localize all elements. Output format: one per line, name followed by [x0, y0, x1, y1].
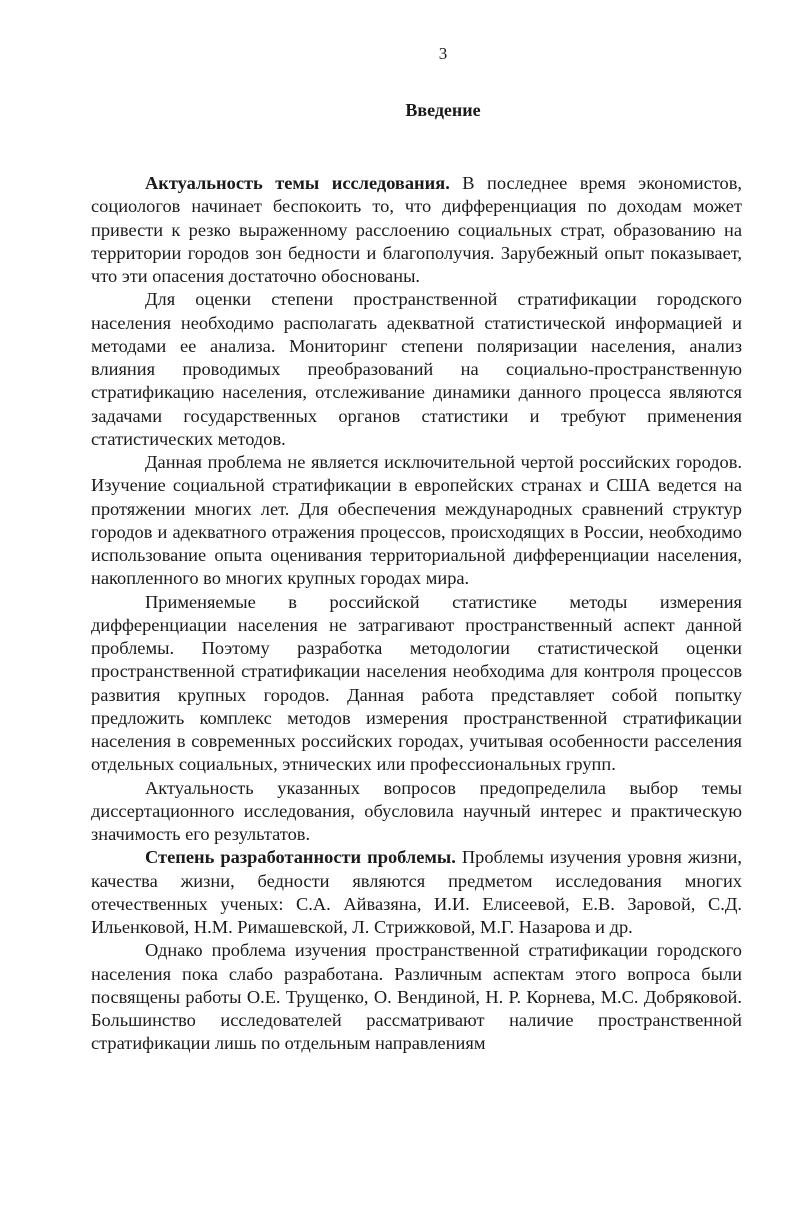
paragraph-text: Данная проблема не является исключительной чертой российских городов. Изучение социальной стратификации в европейских странах и США ведется на протяжении многих лет. Для обеспечения международных сравнений структур городов и адекватного отражения процессов, происходящих в России, необходимо использование опыта оценивания территориальной дифференциации населения, накопленного во многих крупных городах мира. — [91, 452, 742, 589]
paragraph-lead: Степень разработанности проблемы. — [145, 847, 456, 868]
paragraph-assessment — [91, 288, 742, 451]
paragraph-methods — [91, 591, 742, 777]
paragraph-international — [91, 451, 742, 591]
paragraph-development-degree — [91, 846, 742, 939]
paragraph-text: Актуальность указанных вопросов предопределила выбор темы диссертационного исследования, обусловила научный интерес и практическую значимость его результатов. — [91, 777, 742, 844]
paragraph-lead: Актуальность темы исследования. — [145, 173, 450, 193]
paragraph-text: Для оценки степени пространственной стратификации городского населения необходимо располагать адекватной статистической информацией и методами ее анализа. Мониторинг степени поляризации населения, анализ влияния проводимых преобразований на социально-пространственную стратификацию населения, отслеживание динамики данного процесса являются задачами государственных органов статистики и требуют применения статистических методов. — [91, 289, 742, 449]
paragraph-relevance — [91, 172, 742, 288]
body-text — [91, 172, 742, 1056]
paragraph-research-gap — [91, 939, 742, 1055]
paragraph-topic-choice — [91, 777, 742, 847]
paragraph-text: Однако проблема изучения пространственной стратификации городского населения пока слабо разработана. Различным аспектам этого вопроса были посвящены работы О.Е. Трущенко, О. Вендиной, Н. Р. Корнева, М.С. Добряковой. Большинство исследователей рассматривают наличие пространственной стратификации лишь по отдельным направлениям — [91, 940, 742, 1054]
page-number: 3 — [438, 44, 448, 63]
paragraph-text: Проблемы изучения уровня жизни, качества жизни, бедности являются предметом исследования многих отечественных ученых: С.А. Айвазяна, И.И. Елисеевой, Е.В. Заровой, С.Д. Ильенковой, Н.М. Римашевской, Л. Стрижковой, М.Г. Назарова и др. — [91, 847, 742, 937]
paragraph-text: В последнее время экономистов, социологов начинает беспокоить то, что дифференциация по доходам может привести к резко выраженному расслоению социальных страт, образованию на территории городов зон бедности и благополучия. Зарубежный опыт показывает, что эти опасения достаточно обоснованы. — [91, 173, 742, 286]
paragraph-text: Применяемые в российской статистике методы измерения дифференциации населения не затрагивают пространственный аспект данной проблемы. Поэтому разработка методологии статистической оценки пространственной стратификации населения необходима для контроля процессов развития крупных городов. Данная работа представляет собой попытку предложить комплекс методов измерения пространственной стратификации населения в современных российских городах, учитывая особенности расселения отдельных социальных, этнических или профессиональных групп. — [91, 591, 742, 775]
section-heading: Введение — [405, 100, 481, 120]
